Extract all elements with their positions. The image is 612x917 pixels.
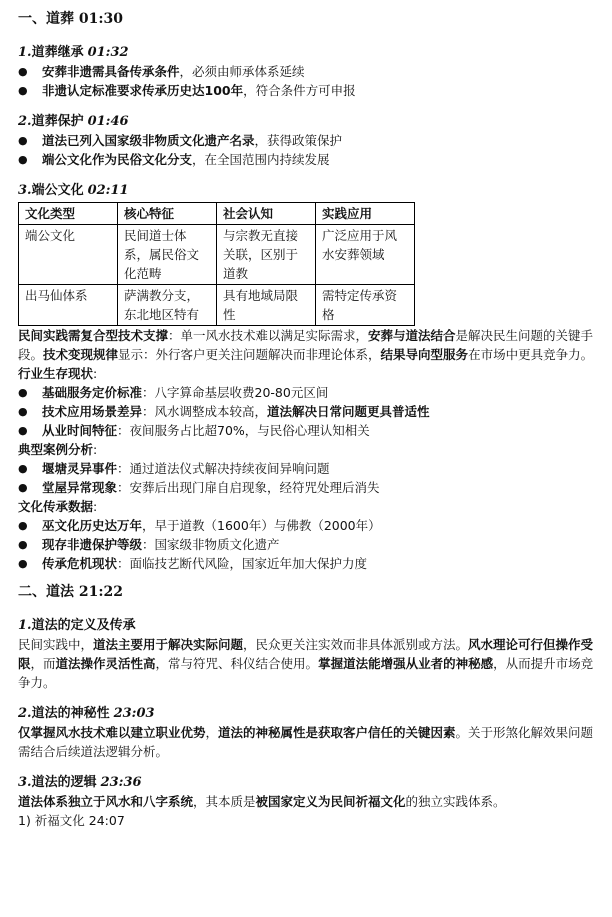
subsection-title: 1.道法的定义及传承 xyxy=(18,618,136,633)
list-item: ● 从业时间特征：夜间服务占比超70%，与民俗心理认知相关 xyxy=(18,421,594,440)
bullet-list xyxy=(18,516,594,573)
table-cell: 出马仙体系 xyxy=(19,285,118,326)
table-header: 文化类型 xyxy=(19,203,118,225)
table-cell: 广泛应用于风水安葬领域 xyxy=(316,225,415,285)
paragraph: 民间实践中，道法主要用于解决实际问题，民众更关注实效而非具体派别或方法。风水理论可行但操作受限，而道法操作灵活性高，常与符咒、科仪结合使用。掌握道法能增强从业者的神秘感，从而提升市场竞争力。 xyxy=(18,637,594,690)
cases-heading: 典型案例分析: xyxy=(18,442,98,457)
bullet-list xyxy=(18,459,594,497)
list-item: ● 道法已列入国家级非物质文化遗产名录，获得政策保护 xyxy=(18,131,594,150)
list-item: ● 基础服务定价标准：八字算命基层收费20-80元区间 xyxy=(18,383,594,402)
subsection-2-1 xyxy=(18,616,594,692)
subsection-title: 2.道法的神秘性 23:03 xyxy=(18,706,155,721)
culture-table xyxy=(18,202,415,326)
table-header: 实践应用 xyxy=(316,203,415,225)
list-item: ● 传承危机现状：面临技艺断代风险，国家近年加大保护力度 xyxy=(18,554,594,573)
subsection-title: 3.端公文化 02:11 xyxy=(18,183,129,198)
table-cell: 端公文化 xyxy=(19,225,118,285)
list-item: ● 堰塘灵异事件：通过道法仪式解决持续夜间异响问题 xyxy=(18,459,594,478)
list-item: ● 非遗认定标准要求传承历史达100年，符合条件方可申报 xyxy=(18,81,594,100)
data-heading: 文化传承数据: xyxy=(18,499,98,514)
bullet-list xyxy=(18,131,594,169)
list-item: ● 技术应用场景差异：风水调整成本较高，道法解决日常问题更具普适性 xyxy=(18,402,594,421)
status-heading: 行业生存现状: xyxy=(18,366,98,381)
table-cell: 需特定传承资格 xyxy=(316,285,415,326)
table-cell: 萨满教分支，东北地区特有 xyxy=(118,285,217,326)
subsection-title: 2.道葬保护 01:46 xyxy=(18,114,129,129)
paragraph: 道法体系独立于风水和八字系统，其本质是被国家定义为民间祈福文化的独立实践体系。 xyxy=(18,794,506,809)
section-2-title: 二、道法 21:22 xyxy=(18,584,124,600)
subsection-1-1 xyxy=(18,43,594,100)
list-item: ● 堂屋异常现象：安葬后出现门扉自启现象，经符咒处理后消失 xyxy=(18,478,594,497)
table-cell: 具有地域局限性 xyxy=(217,285,316,326)
numbered-item: 1) 祈福文化 24:07 xyxy=(18,813,125,828)
table-cell: 与宗教无直接关联，区别于道教 xyxy=(217,225,316,285)
bullet-list xyxy=(18,62,594,100)
list-item: ● 巫文化历史达万年，早于道教（1600年）与佛教（2000年） xyxy=(18,516,594,535)
subsection-title: 3.道法的逻辑 23:36 xyxy=(18,775,142,790)
table-header: 核心特征 xyxy=(118,203,217,225)
list-item: ● 现存非遗保护等级：国家级非物质文化遗产 xyxy=(18,535,594,554)
bullet-list xyxy=(18,383,594,440)
list-item: ● 安葬非遗需具备传承条件，必须由师承体系延续 xyxy=(18,62,594,81)
table-header: 社会认知 xyxy=(217,203,316,225)
subsection-2-3 xyxy=(18,773,594,830)
subsection-title: 1.道葬继承 01:32 xyxy=(18,45,129,60)
paragraph: 仅掌握风水技术难以建立职业优势，道法的神秘属性是获取客户信任的关键因素。关于形煞化解效果问题需结合后续道法逻辑分析。 xyxy=(18,725,594,759)
section-1-title: 一、道葬 01:30 xyxy=(18,11,124,27)
table-row xyxy=(19,285,415,326)
table-row xyxy=(19,225,415,285)
subsection-1-3 xyxy=(18,181,594,573)
list-item: ● 端公文化作为民俗文化分支，在全国范围内持续发展 xyxy=(18,150,594,169)
paragraph: 民间实践需复合型技术支撑：单一风水技术难以满足实际需求，安葬与道法结合是解决民生问题的关键手段。技术变现规律显示：外行客户更关注问题解决而非理论体系，结果导向型服务在市场中更具竞争力。 xyxy=(18,328,594,362)
table-header-row xyxy=(19,203,415,225)
subsection-1-2 xyxy=(18,112,594,169)
table-cell: 民间道士体系，属民俗文化范畴 xyxy=(118,225,217,285)
subsection-2-2 xyxy=(18,704,594,761)
